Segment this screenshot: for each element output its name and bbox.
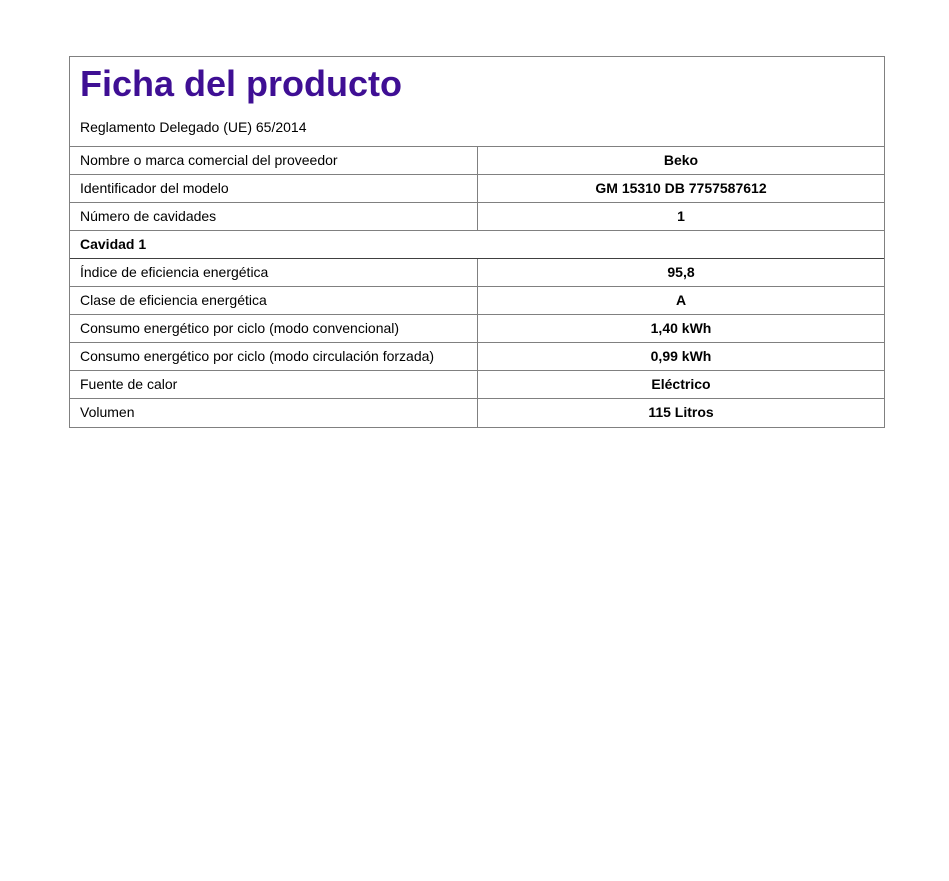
table-row [70, 203, 884, 231]
row-label: Clase de eficiencia energética [70, 287, 478, 314]
table-row [70, 287, 884, 315]
row-value: A [675, 292, 687, 308]
table-row [70, 259, 884, 287]
row-value: 95,8 [667, 264, 695, 280]
row-value: Eléctrico [651, 376, 711, 392]
row-value: 1 [677, 208, 685, 224]
row-value: 0,99 kWh [650, 348, 712, 364]
product-sheet [69, 56, 885, 428]
row-value: Beko [663, 152, 699, 168]
regulation-subtitle: Reglamento Delegado (UE) 65/2014 [80, 119, 307, 135]
row-label: Nombre o marca comercial del proveedor [70, 147, 478, 174]
table-row [70, 315, 884, 343]
row-value: 115 Litros [648, 404, 714, 420]
table-row [70, 175, 884, 203]
row-label: Identificador del modelo [70, 175, 478, 202]
row-label: Fuente de calor [70, 371, 478, 398]
row-label: Índice de eficiencia energética [70, 259, 478, 286]
table-row [70, 147, 884, 175]
row-label: Número de cavidades [70, 203, 478, 230]
page-title: Ficha del producto [80, 63, 403, 104]
sheet-header [70, 57, 884, 147]
row-value: GM 15310 DB 7757587612 [595, 180, 767, 196]
row-label: Volumen [70, 399, 478, 427]
row-label: Consumo energético por ciclo (modo circulación forzada) [70, 343, 478, 370]
row-label: Consumo energético por ciclo (modo convencional) [70, 315, 478, 342]
table-row [70, 371, 884, 399]
table-row [70, 343, 884, 371]
table-row [70, 399, 884, 427]
cavity-heading: Cavidad 1 [70, 231, 884, 259]
row-value: 1,40 kWh [650, 320, 712, 336]
